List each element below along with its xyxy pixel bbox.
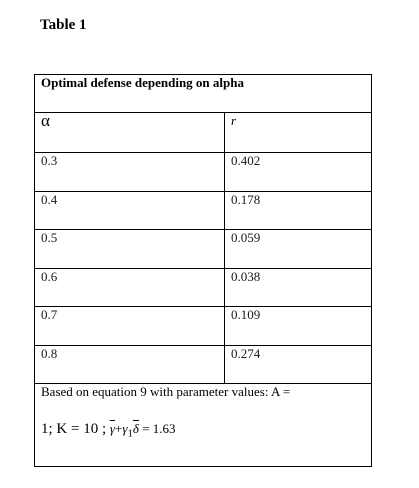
formula-result: = 1.63 [138,421,176,436]
table-row [35,153,372,192]
footnote-line-1: Based on equation 9 with parameter values: A = [41,384,291,399]
r-cell: 0.038 [225,268,372,307]
alpha-cell: 0.7 [35,307,225,346]
r-cell: 0.402 [225,153,372,192]
alpha-cell: 0.6 [35,268,225,307]
gamma1-symbol: γ [122,421,128,436]
table-row [35,268,372,307]
gamma-bar-symbol: $\overline{\gamma}$ [109,421,116,436]
column-header-alpha: α [35,113,225,153]
table-footnote-row [35,384,372,467]
r-cell: 0.059 [225,230,372,269]
r-cell: 0.109 [225,307,372,346]
table-footnote [35,384,372,467]
plus-symbol: + [115,421,123,436]
footnote-line-2 [41,421,371,442]
gamma1-subscript: 1 [127,427,133,440]
table-title-row [35,75,372,113]
table-row [35,191,372,230]
table-row [35,230,372,269]
footnote-formula [109,421,176,440]
defense-table [34,74,372,467]
alpha-cell: 0.8 [35,345,225,384]
table-row [35,307,372,346]
footnote-parameters: 1; K = 10 ; [41,421,110,437]
table-row [35,345,372,384]
table-title: Optimal defense depending on alpha [35,75,372,113]
alpha-cell: 0.4 [35,191,225,230]
r-cell: 0.178 [225,191,372,230]
column-header-r: r [225,113,372,153]
alpha-cell: 0.3 [35,153,225,192]
table-caption: Table 1 [40,17,87,33]
r-cell: 0.274 [225,345,372,384]
table-header-row [35,113,372,153]
delta-bar-symbol: $\overline{\delta}$ [132,421,139,436]
alpha-cell: 0.5 [35,230,225,269]
